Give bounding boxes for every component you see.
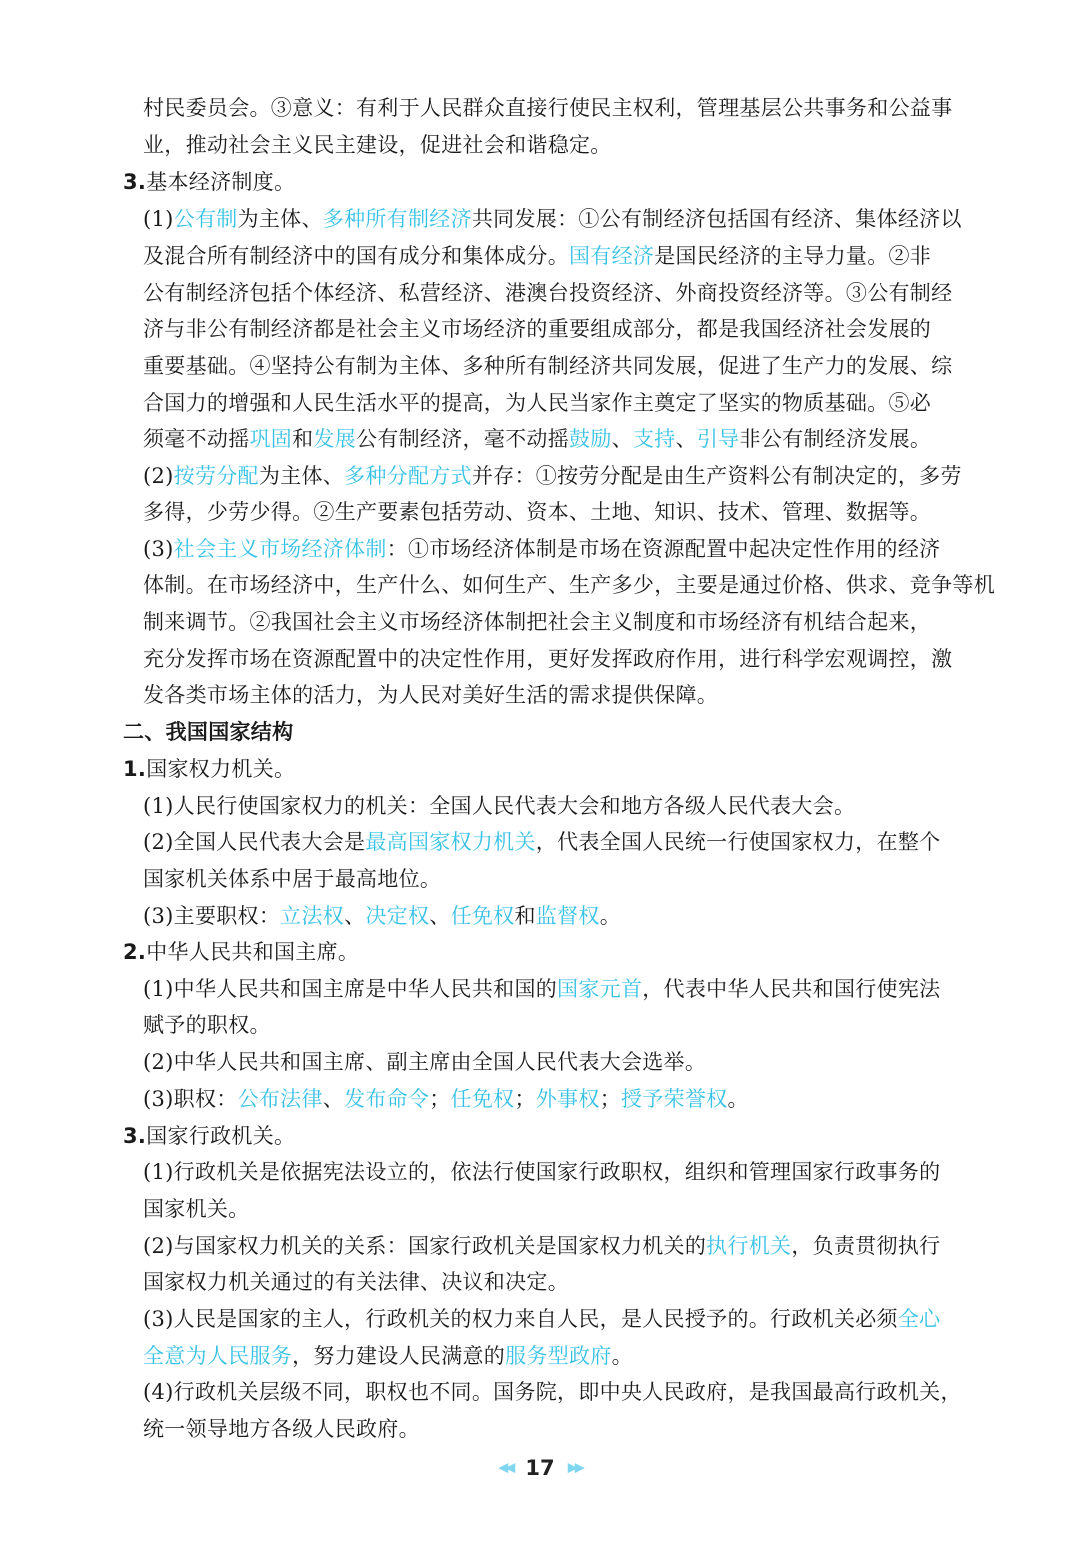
text-segment: (3): [143, 537, 174, 561]
text-segment: 、: [429, 904, 451, 928]
text-line: [143, 567, 995, 604]
text-line: [143, 971, 940, 1008]
text-segment: (1)中华人民共和国主席是中华人民共和国的: [143, 977, 558, 1001]
text-line: [143, 311, 931, 348]
text-line: [143, 788, 855, 825]
key-term: 按劳分配: [173, 464, 259, 488]
text-segment: 基本经济制度。: [146, 170, 296, 194]
key-term: 服务型政府: [505, 1344, 612, 1368]
text-segment: 济与非公有制经济都是社会主义市场经济的重要组成部分，都是我国经济社会发展的: [143, 317, 932, 341]
text-segment: 是国民经济的主导力量。②非: [654, 244, 932, 268]
text-segment: ，努力建设人民满意的: [292, 1344, 506, 1368]
text-segment: (4)行政机关层级不同，职权也不同。国务院，即中央人民政府，是我国最高行政机关，: [143, 1380, 962, 1404]
key-term: 全意为人民服务: [143, 1344, 293, 1368]
text-line: [143, 641, 952, 678]
key-term: 鼓励: [569, 427, 612, 451]
text-line: [143, 861, 441, 898]
text-line: [143, 824, 940, 861]
text-line: [143, 1081, 749, 1118]
text-segment: ，代表全国人民统一行使国家权力，在整个: [535, 830, 941, 854]
text-segment: 须毫不动摇: [143, 427, 250, 451]
text-segment: (1): [143, 207, 174, 231]
page-number-footer: [0, 1456, 1080, 1480]
text-line: [143, 1338, 633, 1375]
text-segment: 国家权力机关通过的有关法律、决议和决定。: [143, 1270, 569, 1294]
key-term: 最高国家权力机关: [365, 830, 536, 854]
text-segment: 赋予的职权。: [143, 1013, 271, 1037]
text-segment: (3)主要职权：: [143, 904, 281, 928]
text-line: [143, 421, 931, 458]
key-term: 任免权: [450, 1087, 515, 1111]
key-term: 多种所有制经济: [322, 207, 472, 231]
section-heading: [123, 751, 295, 788]
text-segment: 公有制经济包括个体经济、私营经济、港澳台投资经济、外商投资经济等。③公有制经: [143, 281, 953, 305]
key-term: 监督权: [535, 904, 600, 928]
text-segment: 二、我国国家结构: [123, 720, 294, 744]
text-segment: 业，推动社会主义民主建设，促进社会和谐稳定。: [143, 133, 612, 157]
prev-arrow-icon: ◀◀: [498, 1460, 513, 1476]
text-segment: ；: [599, 1087, 622, 1111]
key-term: 外事权: [535, 1087, 600, 1111]
text-line: [143, 238, 931, 275]
key-term: 多种分配方式: [344, 464, 472, 488]
key-term: 公有制: [173, 207, 238, 231]
key-term: 执行机关: [706, 1234, 792, 1258]
text-line: [143, 677, 718, 714]
text-line: [143, 1191, 250, 1228]
text-segment: (1)人民行使国家权力的机关：全国人民代表大会和地方各级人民代表大会。: [143, 794, 856, 818]
key-term: 立法权: [280, 904, 345, 928]
text-segment: ：①市场经济体制是市场在资源配置中起决定性作用的经济: [386, 537, 941, 561]
text-segment: 。: [599, 904, 622, 928]
text-line: [143, 1301, 940, 1338]
text-segment: 国家行政机关。: [146, 1124, 296, 1148]
key-term: 支持: [632, 427, 676, 451]
text-line: [143, 1264, 569, 1301]
text-segment: 国家机关体系中居于最高地位。: [143, 867, 442, 891]
text-segment: (2)全国人民代表大会是: [143, 830, 366, 854]
key-term: 国有经济: [569, 244, 655, 268]
text-line: [143, 1228, 940, 1265]
text-segment: 公有制经济，毫不动摇: [356, 427, 570, 451]
text-line: [143, 531, 940, 568]
text-segment: 为主体、: [258, 464, 345, 488]
text-line: [143, 275, 952, 312]
text-segment: 体制。在市场经济中，生产什么、如何生产、生产多少，主要是通过价格、供求、竞争等机: [143, 573, 995, 597]
key-term: 授予荣誉权: [621, 1087, 728, 1111]
text-segment: 和: [514, 904, 536, 928]
text-segment: 非公有制经济发展。: [739, 427, 932, 451]
item-number: 1.: [123, 757, 147, 781]
text-segment: (1)行政机关是依据宪法设立的，依法行使国家行政职权，组织和管理国家行政事务的: [143, 1160, 941, 1184]
text-segment: (2)与国家权力机关的关系：国家行政机关是国家权力机关的: [143, 1234, 707, 1258]
key-term: 发布命令: [344, 1087, 430, 1111]
text-segment: 国家权力机关。: [146, 757, 296, 781]
key-term: 决定权: [365, 904, 430, 928]
item-number: 3.: [123, 1124, 147, 1148]
text-line: [143, 1044, 706, 1081]
text-line: [143, 458, 962, 495]
text-segment: ；: [514, 1087, 536, 1111]
text-segment: (2): [143, 464, 174, 488]
text-segment: 、: [611, 427, 633, 451]
text-segment: 。: [611, 1344, 633, 1368]
text-segment: ；: [429, 1087, 451, 1111]
text-segment: 共同发展：①公有制经济包括国有经济、集体经济以: [471, 207, 962, 231]
text-line: [143, 201, 962, 238]
text-line: [143, 604, 931, 641]
text-segment: ，代表中华人民共和国行使宪法: [642, 977, 941, 1001]
text-line: [143, 127, 612, 164]
text-segment: (2)中华人民共和国主席、副主席由全国人民代表大会选举。: [143, 1050, 707, 1074]
text-segment: 、: [322, 1087, 345, 1111]
text-line: [143, 494, 931, 531]
key-term: 公布法律: [237, 1087, 323, 1111]
text-segment: 、: [344, 904, 366, 928]
text-segment: 合国力的增强和人民生活水平的提高，为人民当家作主奠定了坚实的物质基础。⑤必: [143, 391, 932, 415]
key-term: 发展: [313, 427, 357, 451]
text-segment: 发各类市场主体的活力，为人民对美好生活的需求提供保障。: [143, 683, 719, 707]
text-segment: 为主体、: [237, 207, 323, 231]
item-number: 3.: [123, 170, 147, 194]
next-arrow-icon: ▶▶: [567, 1460, 582, 1476]
text-line: [143, 1411, 420, 1448]
page-number: 17: [525, 1456, 555, 1480]
chapter-heading: [123, 714, 293, 751]
key-term: 任免权: [450, 904, 515, 928]
text-segment: 中华人民共和国主席。: [146, 940, 360, 964]
text-line: [143, 898, 621, 935]
text-line: [143, 90, 952, 127]
key-term: 国家元首: [557, 977, 643, 1001]
text-segment: 。: [727, 1087, 749, 1111]
text-segment: 村民委员会。③意义：有利于人民群众直接行使民主权利，管理基层公共事务和公益事: [143, 96, 953, 120]
text-line: [143, 1154, 940, 1191]
key-term: 全心: [897, 1307, 941, 1331]
text-segment: ，负责贯彻执行: [791, 1234, 941, 1258]
text-segment: 、: [675, 427, 697, 451]
text-segment: 及混合所有制经济中的国有成分和集体成分。: [143, 244, 569, 268]
text-line: [143, 385, 931, 422]
key-term: 巩固: [249, 427, 293, 451]
key-term: 引导: [696, 427, 740, 451]
text-line: [143, 1374, 962, 1411]
section-heading: [123, 164, 295, 201]
section-heading: [123, 1118, 295, 1155]
text-segment: 制来调节。②我国社会主义市场经济体制把社会主义制度和市场经济有机结合起来，: [143, 610, 932, 634]
item-number: 2.: [123, 940, 147, 964]
text-segment: 重要基础。④坚持公有制为主体、多种所有制经济共同发展，促进了生产力的发展、综: [143, 354, 953, 378]
text-segment: 充分发挥市场在资源配置中的决定性作用，更好发挥政府作用，进行科学宏观调控，激: [143, 647, 953, 671]
text-segment: 国家机关。: [143, 1197, 250, 1221]
section-heading: [123, 934, 359, 971]
text-segment: 和: [292, 427, 314, 451]
text-segment: (3)职权：: [143, 1087, 238, 1111]
text-segment: 并存：①按劳分配是由生产资料公有制决定的，多劳: [471, 464, 962, 488]
text-line: [143, 1007, 271, 1044]
text-segment: 统一领导地方各级人民政府。: [143, 1417, 420, 1441]
text-segment: 多得，少劳少得。②生产要素包括劳动、资本、土地、知识、技术、管理、数据等。: [143, 500, 932, 524]
text-line: [143, 348, 952, 385]
text-segment: (3)人民是国家的主人，行政机关的权力来自人民，是人民授予的。行政机关必须: [143, 1307, 898, 1331]
key-term: 社会主义市场经济体制: [173, 537, 387, 561]
